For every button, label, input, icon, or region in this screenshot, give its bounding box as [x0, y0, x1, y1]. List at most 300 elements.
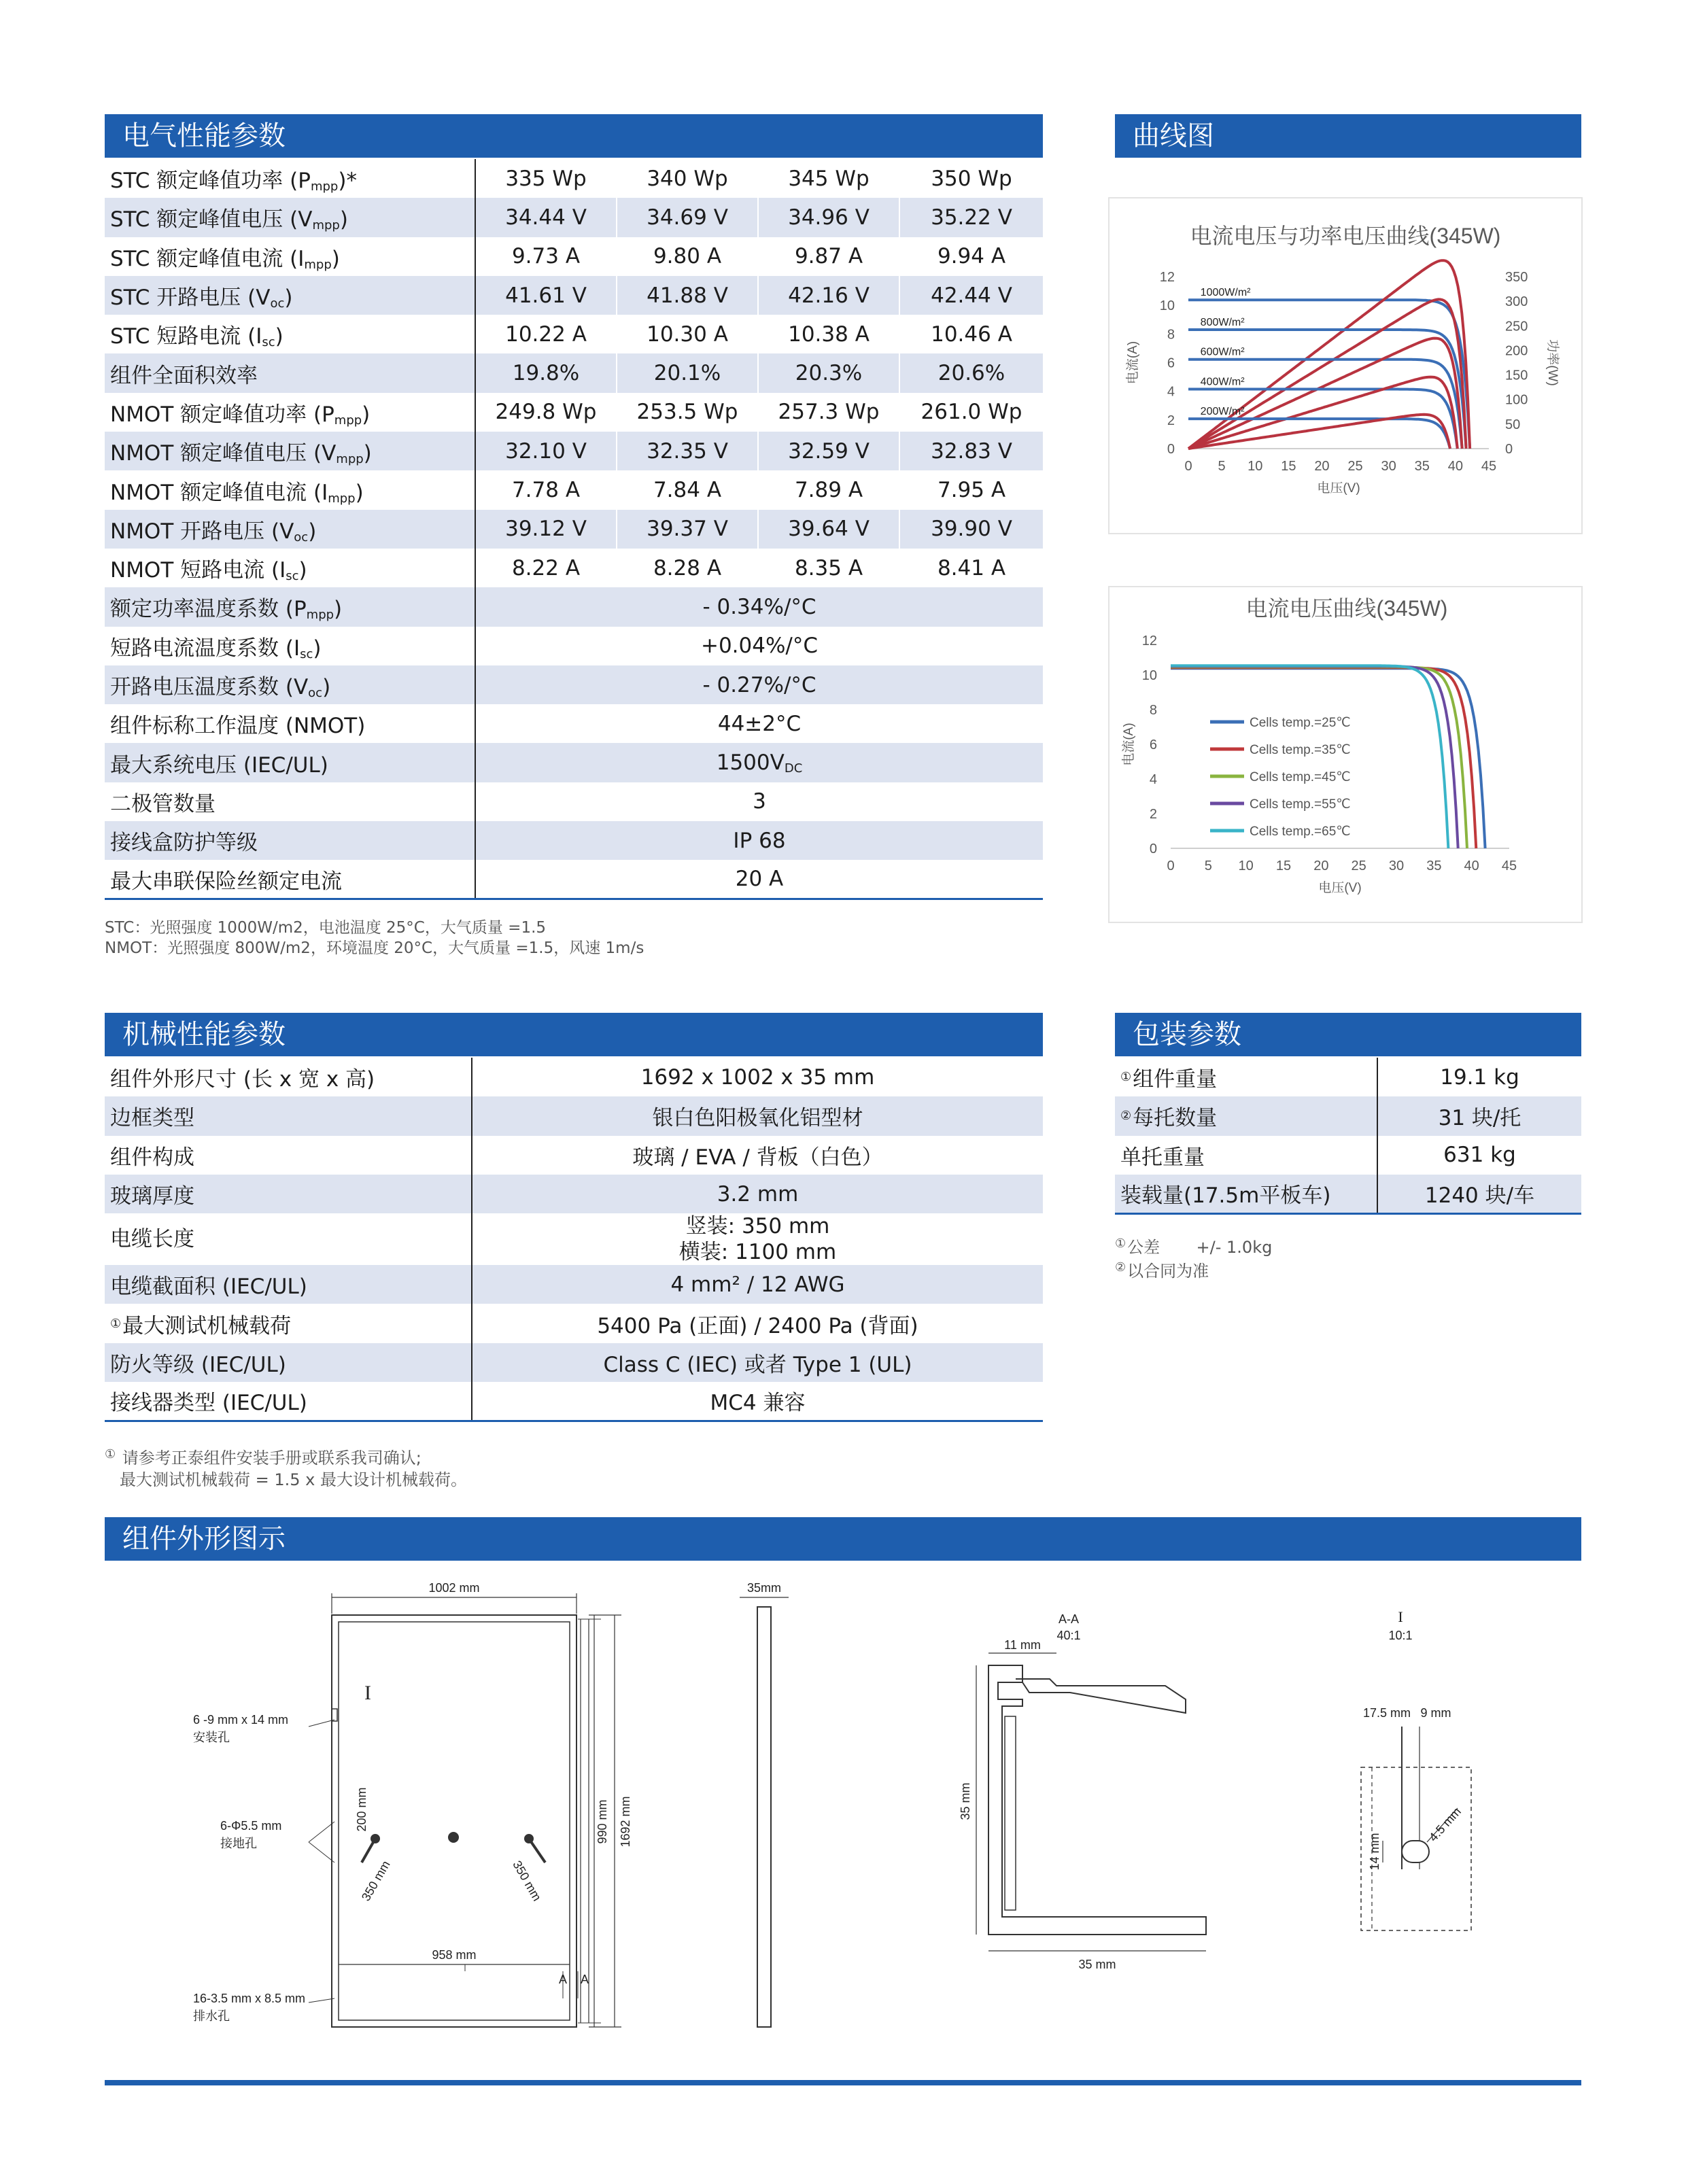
param-value: [758, 159, 899, 198]
mech-value: [472, 1136, 1043, 1175]
iv-curve: [1171, 667, 1467, 848]
label-subscript: mpp: [310, 179, 339, 194]
value-text: Class C (IEC) 或者 Type 1 (UL): [603, 1352, 912, 1377]
x-axis-label: 电压(V): [1318, 881, 1362, 895]
i-title: I: [1398, 1608, 1403, 1625]
mech-label: [105, 1058, 472, 1096]
mechanical-row: [105, 1096, 1043, 1135]
electrical-row: [105, 510, 1043, 549]
value-text: 4 mm² / 12 AWG: [670, 1272, 845, 1297]
y2-axis-label: 功率(W): [1545, 339, 1560, 386]
x-tick-label: 40: [1447, 459, 1464, 474]
value-text: 34.69 V: [647, 205, 728, 230]
label-text: 最大测试机械载荷: [122, 1313, 292, 1338]
module-side-outline: [757, 1607, 771, 2027]
param-value: [617, 237, 758, 276]
value-text: IP 68: [733, 828, 786, 853]
chart-title: 电流电压与功率电压曲线(345W): [1190, 224, 1501, 248]
detail-mark: I: [364, 1682, 371, 1704]
value-text-2: 横装: 1100 mm: [678, 1240, 837, 1265]
electrical-row: [105, 627, 1043, 665]
electrical-row: [105, 704, 1043, 743]
param-value: [899, 470, 1043, 509]
mechanical-row: [105, 1213, 1043, 1265]
param-value: [475, 315, 617, 353]
param-value: [475, 860, 1043, 899]
value-text: 5400 Pa (正面) / 2400 Pa (背面): [597, 1313, 918, 1338]
electrical-row: [105, 353, 1043, 392]
x-tick-label: 0: [1184, 459, 1192, 474]
footnote-mark: ①: [110, 1316, 122, 1331]
label-suffix: )*: [338, 169, 357, 194]
x-tick-label: 0: [1167, 859, 1175, 873]
param-value: [475, 237, 617, 276]
param-value: [617, 432, 758, 470]
bottom-rule: [105, 2080, 1581, 2085]
y-tick-label: 12: [1141, 634, 1157, 648]
param-value: [617, 159, 758, 198]
param-label: [105, 782, 475, 821]
label-ground-holes: 6-Φ5.5 mm: [220, 1819, 282, 1833]
mechanical-row: [105, 1175, 1043, 1213]
footnote-mark: ②: [1120, 1109, 1132, 1124]
value-text: 19.1 kg: [1440, 1064, 1519, 1090]
stc-note: STC：光照强度 1000W/m2，电池温度 25°C，大气质量 =1.5: [105, 919, 547, 937]
param-value: [475, 665, 1043, 704]
param-value: [475, 704, 1043, 743]
label-text: 短路电流温度系数 (I: [110, 636, 300, 661]
value-text: 玻璃 / EVA / 背板（白色）: [632, 1145, 883, 1170]
y-tick-label: 4: [1149, 772, 1157, 787]
param-value: [475, 432, 617, 470]
param-value: [899, 353, 1043, 392]
pack-value: [1377, 1096, 1581, 1135]
param-value: [758, 432, 899, 470]
section-mark-right: A: [581, 1973, 589, 1986]
legend-label: Cells temp.=45℃: [1250, 770, 1351, 784]
param-label: [105, 704, 475, 743]
mech-value: [472, 1058, 1043, 1096]
mech-label: [105, 1096, 472, 1135]
label-suffix: ): [355, 480, 364, 505]
param-value: [475, 353, 617, 392]
y-tick-label: 0: [1149, 842, 1157, 856]
x-tick-label: 30: [1388, 859, 1405, 873]
label-subscript: sc: [262, 335, 275, 350]
param-value: [617, 510, 758, 549]
label-subscript: mpp: [328, 491, 356, 506]
mech-label: [105, 1265, 472, 1304]
label-drain-holes-cn: 排水孔: [193, 2009, 230, 2023]
electrical-row: [105, 821, 1043, 860]
value-text: 249.8 Wp: [495, 400, 597, 425]
pack-value: [1377, 1136, 1581, 1175]
value-text: 34.96 V: [788, 205, 870, 230]
mech-label: [105, 1136, 472, 1175]
dim-200: 200 mm: [355, 1787, 368, 1832]
value-text: 257.3 Wp: [778, 400, 880, 425]
iv-curve: [1171, 668, 1485, 848]
param-label: [105, 510, 475, 549]
label-text: STC 开路电压 (V: [110, 285, 271, 311]
x-tick-label: 35: [1426, 859, 1442, 873]
param-label: [105, 627, 475, 665]
electrical-row: [105, 665, 1043, 704]
value-text: 345 Wp: [788, 166, 870, 191]
param-label: [105, 549, 475, 587]
value-text: 32.10 V: [505, 438, 587, 464]
param-value: [617, 393, 758, 432]
value-text: 9.80 A: [653, 244, 722, 269]
pack-label: [1115, 1058, 1377, 1096]
value-text: 10.46 A: [931, 322, 1012, 347]
param-value: [758, 510, 899, 549]
y-tick-label: 2: [1149, 807, 1157, 822]
value-text: - 0.34%/°C: [702, 594, 816, 619]
y2-tick-label: 350: [1505, 270, 1528, 285]
label-text: 防火等级 (IEC/UL): [110, 1352, 286, 1377]
y2-tick-label: 0: [1505, 442, 1513, 457]
y-tick-label: 8: [1167, 327, 1175, 343]
label-suffix: ): [339, 207, 348, 232]
label-text: 最大系统电压 (IEC/UL): [110, 752, 328, 778]
x-tick-label: 45: [1501, 859, 1517, 873]
param-label: [105, 237, 475, 276]
label-suffix: ): [308, 519, 317, 544]
chart-title: 电流电压曲线(345W): [1245, 596, 1448, 621]
param-value: [475, 743, 1043, 782]
label-subscript: oc: [270, 296, 285, 311]
label-text: 组件构成: [110, 1145, 194, 1170]
legend-label: Cells temp.=65℃: [1250, 825, 1351, 839]
label-text: STC 额定峰值功率 (P: [110, 169, 311, 194]
value-text: 7.78 A: [511, 478, 581, 503]
param-value: [899, 393, 1043, 432]
value-text: 44±2°C: [717, 711, 802, 736]
y-tick-label: 2: [1167, 413, 1175, 428]
value-text: +0.04%/°C: [700, 634, 819, 659]
param-label: [105, 821, 475, 860]
y-tick-label: 12: [1159, 270, 1175, 285]
legend-label: Cells temp.=25℃: [1250, 716, 1351, 730]
packaging-row: [1115, 1175, 1581, 1213]
param-value: [758, 353, 899, 392]
param-value: [899, 510, 1043, 549]
value-text: 10.38 A: [788, 322, 870, 347]
electrical-header: 电气性能参数: [105, 114, 1043, 158]
legend-label: Cells temp.=55℃: [1250, 797, 1351, 812]
param-value: [899, 276, 1043, 315]
value-text: 41.61 V: [505, 283, 587, 308]
value-text: 7.84 A: [653, 478, 722, 503]
y2-tick-label: 50: [1505, 417, 1521, 432]
mech-note-1: 请参考正泰组件安装手册或联系我司确认;: [122, 1449, 422, 1468]
irradiance-label: 200W/m²: [1200, 406, 1245, 418]
y-tick-label: 0: [1167, 442, 1175, 457]
param-value: [475, 627, 1043, 665]
label-subscript: mpp: [334, 413, 362, 428]
mech-value: [472, 1382, 1043, 1421]
value-text: 银白色阳极氧化铝型材: [652, 1106, 863, 1131]
x-tick-label: 30: [1381, 459, 1396, 474]
param-value: [617, 276, 758, 315]
x-tick-label: 15: [1281, 459, 1296, 474]
param-value: [475, 782, 1043, 821]
mech-label: [105, 1213, 472, 1265]
iv-curve: [1171, 666, 1458, 848]
y-tick-label: 6: [1149, 738, 1157, 752]
dim-350-right: 350 mm: [510, 1858, 545, 1904]
param-value: [475, 198, 617, 237]
label-text: STC 额定峰值电压 (V: [110, 207, 313, 232]
pack-note-mark-2: ②: [1115, 1260, 1126, 1275]
legend-label: Cells temp.=35℃: [1250, 743, 1351, 757]
mech-value: [472, 1304, 1043, 1342]
x-tick-label: 20: [1313, 859, 1329, 873]
value-text: 350 Wp: [931, 166, 1012, 191]
param-value: [899, 549, 1043, 587]
value-text: 20.1%: [653, 361, 721, 386]
param-value: [758, 393, 899, 432]
i-height: 14 mm: [1368, 1833, 1381, 1871]
param-value: [475, 159, 617, 198]
packaging-notes: [1115, 1234, 1272, 1281]
frame-section-outline: [988, 1665, 1206, 1935]
label-subscript: sc: [286, 569, 299, 584]
y-tick-label: 4: [1167, 384, 1175, 400]
dim-side: 35mm: [746, 1581, 782, 1595]
value-text: 631 kg: [1443, 1143, 1516, 1168]
mech-label: [105, 1304, 472, 1342]
i-scale: 10:1: [1388, 1629, 1413, 1642]
electrical-notes: [105, 918, 644, 958]
electrical-row: [105, 315, 1043, 353]
drawing-header: 组件外形图示: [105, 1517, 1581, 1561]
aa-height: 35 mm: [959, 1782, 972, 1820]
y2-tick-label: 200: [1505, 343, 1528, 359]
pack-note-2: 以合同为准: [1127, 1262, 1209, 1281]
mech-label: [105, 1175, 472, 1213]
note-mark: ①: [105, 1447, 116, 1461]
x-axis-label: 电压(V): [1317, 481, 1360, 496]
value-text: 41.88 V: [647, 283, 728, 308]
electrical-row: [105, 198, 1043, 237]
x-tick-label: 15: [1275, 859, 1292, 873]
param-label: [105, 276, 475, 315]
y-tick-label: 8: [1149, 703, 1157, 718]
label-suffix: ): [313, 636, 322, 661]
label-text: 电缆长度: [110, 1227, 194, 1252]
param-value: [475, 587, 1043, 626]
value-text: 9.73 A: [511, 244, 581, 269]
mech-value: [472, 1265, 1043, 1304]
param-value: [617, 353, 758, 392]
value-text: 39.64 V: [788, 517, 870, 542]
mechanical-row: [105, 1343, 1043, 1382]
param-label: [105, 353, 475, 392]
pack-label: [1115, 1175, 1377, 1213]
label-text: 边框类型: [110, 1106, 194, 1131]
electrical-row: [105, 276, 1043, 315]
value-text: 9.94 A: [937, 244, 1006, 269]
electrical-row: [105, 470, 1043, 509]
value-text: 35.22 V: [931, 205, 1012, 230]
param-value: [617, 198, 758, 237]
mechanical-row: [105, 1058, 1043, 1096]
label-suffix: ): [363, 441, 372, 466]
value-text: 1240 块/车: [1424, 1183, 1535, 1209]
param-label: [105, 587, 475, 626]
mech-value: [472, 1096, 1043, 1135]
dim-height: 1692 mm: [619, 1796, 632, 1848]
mechanical-row: [105, 1265, 1043, 1304]
value-text: 20.3%: [795, 361, 863, 386]
electrical-row: [105, 743, 1043, 782]
module-outline: [332, 1615, 577, 2027]
param-label: [105, 393, 475, 432]
dim-350-left: 350 mm: [358, 1858, 393, 1904]
param-value: [758, 315, 899, 353]
label-subscript: oc: [294, 530, 309, 544]
label-subscript: sc: [300, 646, 313, 661]
label-text: 开路电压温度系数 (V: [110, 675, 309, 699]
param-value: [899, 432, 1043, 470]
electrical-row: [105, 159, 1043, 198]
param-value: [475, 821, 1043, 860]
label-text: 最大串联保险丝额定电流: [110, 869, 342, 894]
label-suffix: ): [331, 246, 340, 271]
x-tick-label: 25: [1351, 859, 1366, 873]
value-text: 39.37 V: [647, 517, 728, 542]
electrical-row: [105, 587, 1043, 626]
value-text: 7.95 A: [937, 478, 1006, 503]
param-label: [105, 198, 475, 237]
param-label: [105, 665, 475, 704]
value-text: 39.90 V: [931, 517, 1012, 542]
i-radius: 4.5 mm: [1426, 1804, 1464, 1844]
x-tick-label: 5: [1218, 459, 1226, 474]
packaging-header: 包装参数: [1115, 1013, 1581, 1056]
label-suffix: ): [284, 285, 293, 311]
pack-label: [1115, 1096, 1377, 1135]
dim-inner-width: 958 mm: [432, 1948, 477, 1962]
footnote-mark: ①: [1120, 1070, 1132, 1085]
param-value: [617, 315, 758, 353]
param-value: [899, 198, 1043, 237]
value-text: 10.30 A: [647, 322, 728, 347]
y-tick-label: 6: [1167, 356, 1175, 371]
mechanical-row: [105, 1304, 1043, 1342]
label-subscript: mpp: [336, 452, 364, 467]
mechanical-header: 机械性能参数: [105, 1013, 1043, 1056]
y2-tick-label: 150: [1505, 368, 1528, 383]
label-text: NMOT 额定峰值电压 (V: [110, 441, 337, 466]
mech-value: [472, 1175, 1043, 1213]
y-axis-label: 电流(A): [1122, 723, 1136, 766]
mech-label: [105, 1382, 472, 1421]
param-value: [758, 549, 899, 587]
label-text: 组件外形尺寸 (长 x 宽 x 高): [110, 1067, 375, 1092]
value-text: 竖装: 350 mm: [685, 1214, 830, 1239]
param-label: [105, 159, 475, 198]
dim-width: 1002 mm: [428, 1581, 480, 1595]
value-text: 340 Wp: [647, 166, 728, 191]
label-mount-holes: 6 -9 mm x 14 mm: [193, 1713, 289, 1727]
irradiance-label: 600W/m²: [1200, 346, 1245, 358]
electrical-row: [105, 432, 1043, 470]
param-value: [758, 198, 899, 237]
pack-note-mark-1: ①: [1115, 1236, 1126, 1251]
module-drawing: [105, 1563, 1581, 2053]
label-text: 接线盒防护等级: [110, 831, 258, 856]
section-mark-left: A: [559, 1973, 568, 1986]
value-text: 42.16 V: [788, 283, 870, 308]
param-value: [475, 276, 617, 315]
packaging-row: [1115, 1096, 1581, 1135]
value-text: 7.89 A: [794, 478, 863, 503]
packaging-row: [1115, 1058, 1581, 1096]
label-text: NMOT 额定峰值功率 (P: [110, 402, 334, 427]
param-label: [105, 315, 475, 353]
x-tick-label: 35: [1414, 459, 1430, 474]
param-value: [758, 276, 899, 315]
label-text: 额定功率温度系数 (P: [110, 597, 307, 622]
label-text: 装载量(17.5m平板车): [1120, 1183, 1331, 1209]
label-suffix: ): [298, 558, 307, 583]
mechanical-row: [105, 1136, 1043, 1175]
x-tick-label: 25: [1347, 459, 1363, 474]
electrical-row: [105, 549, 1043, 587]
pack-label: [1115, 1136, 1377, 1175]
param-label: [105, 743, 475, 782]
value-text: MC4 兼容: [710, 1391, 806, 1416]
x-tick-label: 20: [1314, 459, 1330, 474]
y-tick-label: 10: [1159, 298, 1175, 314]
mechanical-notes: [105, 1444, 467, 1491]
param-value: [899, 315, 1043, 353]
value-text: 3.2 mm: [717, 1181, 799, 1207]
dim-inner-height: 990 mm: [596, 1799, 609, 1844]
param-value: [899, 159, 1043, 198]
electrical-table: [105, 159, 1043, 900]
label-text: 电缆截面积 (IEC/UL): [110, 1275, 307, 1300]
value-text: 261.0 Wp: [921, 400, 1022, 425]
value-text: 10.22 A: [505, 322, 587, 347]
value-text: 34.44 V: [505, 205, 587, 230]
value-subscript: DC: [784, 761, 803, 776]
aa-base: 35 mm: [1078, 1958, 1116, 1971]
value-text: 8.28 A: [653, 555, 722, 580]
value-text: 8.35 A: [794, 555, 863, 580]
value-text: 1692 x 1002 x 35 mm: [640, 1064, 875, 1090]
param-value: [475, 510, 617, 549]
value-text: 20.6%: [937, 361, 1005, 386]
value-text: 31 块/托: [1438, 1106, 1521, 1131]
x-tick-label: 5: [1204, 859, 1212, 873]
label-suffix: ): [334, 597, 343, 622]
aa-scale: 40:1: [1056, 1629, 1081, 1642]
mech-note-2: 最大测试机械载荷 = 1.5 x 最大设计机械载荷。: [120, 1470, 467, 1489]
irradiance-label: 1000W/m²: [1200, 287, 1251, 299]
electrical-row: [105, 393, 1043, 432]
x-tick-label: 45: [1481, 459, 1497, 474]
y2-tick-label: 250: [1505, 319, 1528, 334]
aa-width: 11 mm: [1004, 1638, 1041, 1652]
param-value: [617, 549, 758, 587]
label-suffix: ): [362, 402, 371, 427]
value-text: 39.12 V: [505, 517, 587, 542]
iv-temp-chart: [1108, 586, 1583, 923]
